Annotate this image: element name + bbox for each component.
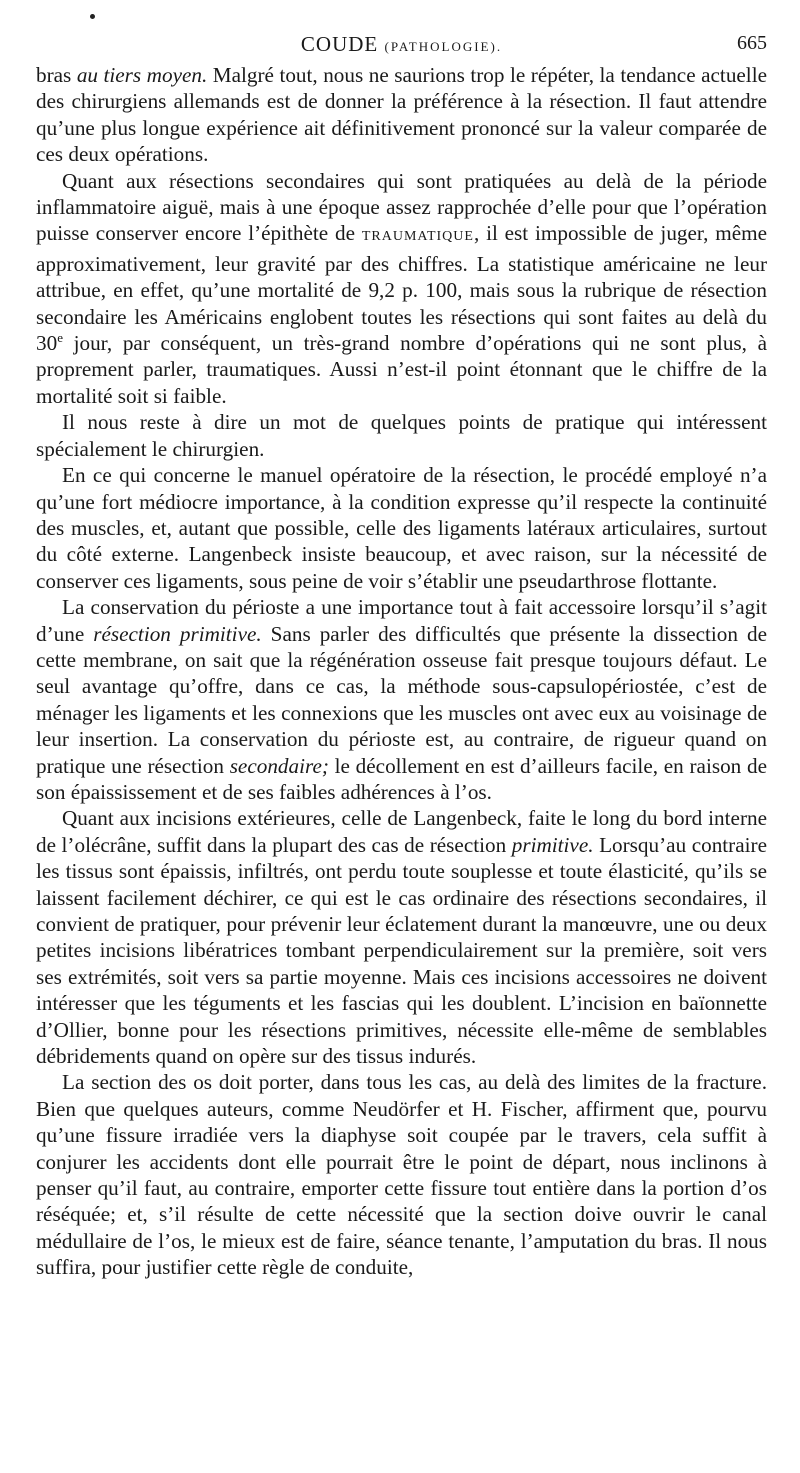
print-speck bbox=[90, 14, 95, 19]
italic-text: primitive. bbox=[511, 832, 594, 857]
paragraph bbox=[36, 805, 767, 1069]
text-run: La conservation du périoste a une importance tout à fait accessoire lorsqu’il s’agit d’une bbox=[36, 595, 767, 646]
text-run: Quant aux résections secondaires qui sont pratiquées au delà de la période inflammatoire aiguë, mais à une époque assez rapprochée d’elle pour que l’opération puisse conserver encore l’épithète de bbox=[36, 168, 767, 246]
paragraph bbox=[36, 462, 767, 594]
italic-text: résection primitive. bbox=[93, 621, 262, 646]
book-page bbox=[36, 28, 767, 1281]
body-text bbox=[36, 62, 767, 1281]
superscript-text: e bbox=[57, 330, 63, 345]
paragraph bbox=[36, 62, 767, 168]
text-run: En ce qui concerne le manuel opératoire de la résection, le procédé employé n’a qu’une fort médiocre importance, à la condition expresse qu’il respecte la continuité des muscles, et, autant que possible, celle des ligaments latéraux articulaires, surtout du côté externe. Langenbeck insiste beaucoup, et avec raison, sur la nécessité de conserver ces ligaments, sous peine de voir s’établir une pseudarthrose flottante. bbox=[36, 463, 767, 593]
text-run: , il est impossible de juger, même approximativement, leur gravité par des chiffres. La statistique américaine ne leur attribue, en effet, qu’une mortalité de 9,2 p. 100, mais sous la rubrique de résection secondaire les Américains englobent toutes les résections qui sont faites au delà du 30 bbox=[36, 221, 767, 356]
text-run: La section des os doit porter, dans tous les cas, au delà des limites de la fracture. Bien que quelques auteurs, comme Neudörfer et H. Fischer, affirment que, pourvu qu’une fissure irradiée vers la diaphyse soit coupée par le travers, cela suffit à conjurer les accidents dont elle pourrait être le point de départ, nous inclinons à penser qu’il faut, au contraire, emporter cette fissure tout entière dans la portion d’os réséquée; et, s’il résulte de cette nécessité que la section doive ouvrir le canal médullaire de l’os, le mieux est de faire, séance tenante, l’amputation du bras. Il nous suffira, pour justifier cette règle de conduite, bbox=[36, 1070, 767, 1280]
text-run: Sans parler des difficultés que présente la dissection de cette membrane, on sait que la régénération osseuse fait presque toujours défaut. Le seul avantage qu’offre, dans ce cas, la méthode sous-capsulopériostée, c’est de ménager les ligaments et les connexions que les muscles ont avec eux au voisinage de leur insertion. La conservation du périoste est, au contraire, de rigueur quand on pratique une résection bbox=[36, 621, 767, 778]
italic-text: secondaire; bbox=[229, 753, 329, 778]
page-number: 665 bbox=[737, 32, 767, 54]
small-caps-text: TRAUMATIQUE bbox=[361, 229, 474, 245]
running-title-sub: (PATHOLOGIE). bbox=[384, 39, 503, 54]
text-run: Quant aux incisions extérieures, celle de Langenbeck, faite le long du bord interne de l’olécrâne, suffit dans la plupart des cas de résection bbox=[36, 806, 767, 857]
running-title-main: COUDE bbox=[300, 32, 379, 56]
paragraph bbox=[36, 1069, 767, 1280]
text-run: bras bbox=[36, 63, 77, 87]
running-header bbox=[36, 28, 767, 62]
italic-text: au tiers moyen. bbox=[76, 63, 208, 87]
paragraph bbox=[36, 409, 767, 462]
text-run: Malgré tout, nous ne saurions trop le répéter, la tendance actuelle des chirurgiens allemands est de donner la préférence à la résection. Il faut attendre qu’une plus longue expérience ait définitivement prononcé sur la valeur comparée de ces deux opérations. bbox=[36, 63, 767, 167]
running-title bbox=[36, 32, 767, 57]
text-run: Il nous reste à dire un mot de quelques points de pratique qui intéressent spécialement le chirurgien. bbox=[36, 410, 767, 461]
text-run: le décollement en est d’ailleurs facile, en raison de son épaississement et de ses faibles adhérences à l’os. bbox=[36, 753, 767, 804]
text-run: jour, par conséquent, un très-grand nombre d’opérations qui ne sont plus, à proprement parler, traumatiques. Aussi n’est-il point étonnant que le chiffre de la mortalité soit si faible. bbox=[36, 331, 767, 408]
paragraph bbox=[36, 168, 767, 410]
text-run: Lorsqu’au contraire les tissus sont épaissis, infiltrés, ont perdu toute souplesse et toute élasticité, qu’ils se laissent facilement déchirer, ce qui est le cas ordinaire des résections secondaires, il convient de pratiquer, pour prévenir leur éclatement durant la manœuvre, une ou deux petites incisions libératrices tombant perpendiculairement sur la première, soit vers ses extrémités, soit vers sa partie moyenne. Mais ces incisions accessoires ne doivent intéresser que les téguments et les fascias qui les doublent. L’incision en baïonnette d’Ollier, bonne pour les résections primitives, nécessite elle-même de semblables débridements quand on opère sur des tissus indurés. bbox=[36, 832, 767, 1069]
paragraph bbox=[36, 594, 767, 805]
